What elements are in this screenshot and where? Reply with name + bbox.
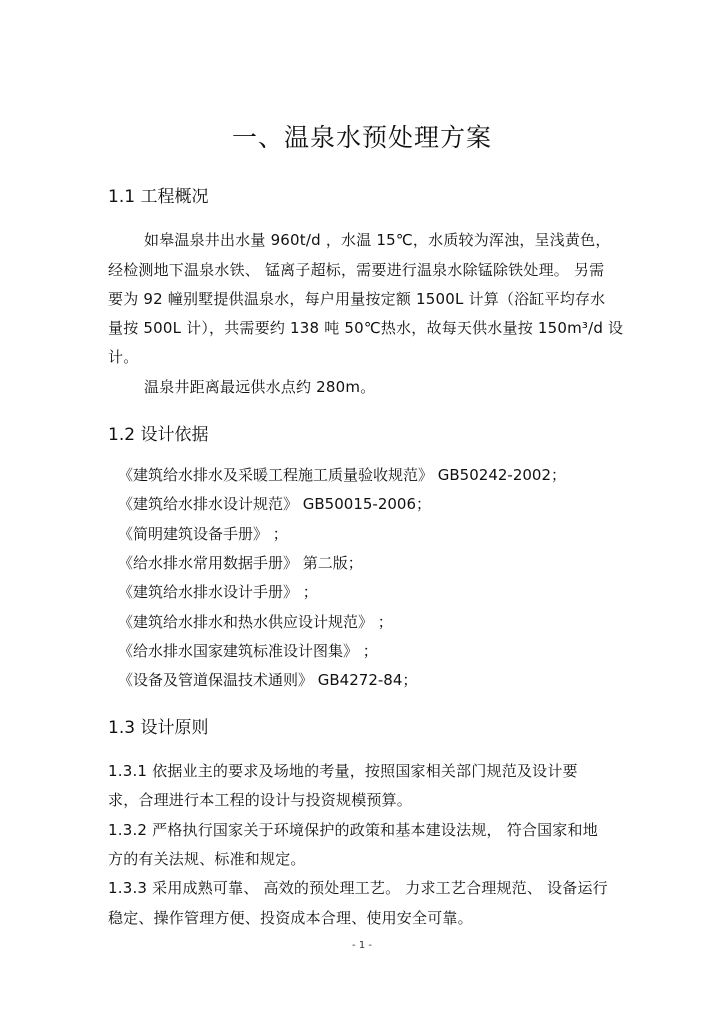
paragraph-line: 1.3.3 采用成熟可靠、 高效的预处理工艺。 力求工艺合理规范、 设备运行 — [108, 879, 608, 897]
paragraph-line: 1.3.2 严格执行国家关于环境保护的政策和基本建设法规， 符合国家和地 — [108, 821, 598, 839]
paragraph-line: 方的有关法规、标准和规定。 — [108, 850, 306, 868]
paragraph-line: 要为 92 幢别墅提供温泉水，每户用量按定额 1500L 计算（浴缸平均存水 — [108, 290, 606, 308]
paragraph-line: 1.3.1 依据业主的要求及场地的考量，按照国家相关部门规范及设计要 — [108, 762, 578, 780]
section-heading-1-2: 1.2 设计依据 — [108, 425, 209, 445]
paragraph-line: 计。 — [108, 348, 139, 366]
reference-item: 《建筑给水排水设计手册》 ； — [118, 583, 318, 601]
reference-item: 《建筑给水排水和热水供应设计规范》 ； — [118, 613, 393, 631]
paragraph-line: 量按 500L 计），共需要约 138 吨 50℃热水，故每天供水量按 150m³/d 设 — [108, 319, 624, 337]
reference-item: 《给水排水国家建筑标准设计图集》 ； — [118, 642, 378, 660]
paragraph-line: 经检测地下温泉水铁、 锰离子超标，需要进行温泉水除锰除铁处理。 另需 — [108, 261, 605, 279]
reference-item: 《建筑给水排水及采暖工程施工质量验收规范》 GB50242-2002； — [118, 466, 566, 484]
reference-item: 《简明建筑设备手册》 ； — [118, 525, 288, 543]
paragraph-line: 温泉井距离最远供水点约 280m。 — [144, 378, 376, 396]
paragraph-line: 稳定、操作管理方便、投资成本合理、使用安全可靠。 — [108, 909, 473, 927]
paragraph-line: 求，合理进行本工程的设计与投资规模预算。 — [108, 791, 413, 809]
page-number: - 1 - — [352, 940, 372, 951]
section-heading-1-1: 1.1 工程概况 — [108, 187, 209, 207]
page-title: 一、温泉水预处理方案 — [231, 123, 492, 152]
reference-item: 《建筑给水排水设计规范》 GB50015-2006； — [118, 495, 431, 513]
reference-item: 《给水排水常用数据手册》 第二版； — [118, 554, 363, 572]
paragraph-line: 如皋温泉井出水量 960t/d ，水温 15℃，水质较为浑浊，呈浅黄色， — [144, 231, 611, 249]
section-heading-1-3: 1.3 设计原则 — [108, 718, 209, 738]
reference-item: 《设备及管道保温技术通则》 GB4272-84； — [118, 671, 418, 689]
